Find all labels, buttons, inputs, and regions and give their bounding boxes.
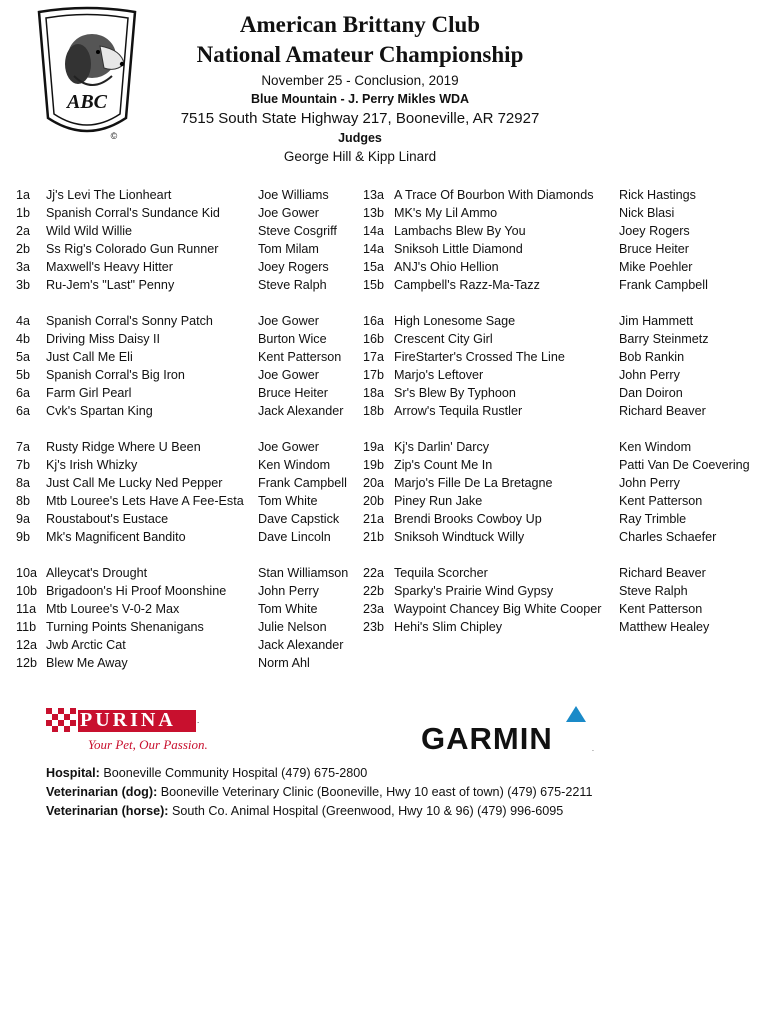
brace-number: 17a bbox=[363, 350, 385, 364]
contact-text: Booneville Community Hospital (479) 675-2800 bbox=[99, 766, 368, 780]
contact-label: Veterinarian (horse): bbox=[46, 804, 169, 818]
handler-name: Tom White bbox=[258, 602, 318, 616]
contact-vet-dog bbox=[46, 785, 592, 799]
handler-name: Stan Williamson bbox=[258, 566, 349, 580]
brace-number: 15b bbox=[363, 278, 385, 292]
dog-name: Just Call Me Lucky Ned Pepper bbox=[46, 476, 223, 490]
handler-name: Richard Beaver bbox=[619, 404, 706, 418]
dog-name: Maxwell's Heavy Hitter bbox=[46, 260, 173, 274]
brace-number: 2a bbox=[16, 224, 31, 238]
dog-name: Arrow's Tequila Rustler bbox=[394, 404, 523, 418]
brace-number: 22a bbox=[363, 566, 385, 580]
brace-number: 5b bbox=[16, 368, 31, 382]
handler-name: John Perry bbox=[619, 476, 680, 490]
brace-number: 10a bbox=[16, 566, 38, 580]
brace-number: 8b bbox=[16, 494, 31, 508]
dog-name: Mk's Magnificent Bandito bbox=[46, 530, 186, 544]
dog-name: Crescent City Girl bbox=[394, 332, 493, 346]
handler-name: Ray Trimble bbox=[619, 512, 687, 526]
brace-number: 19a bbox=[363, 440, 385, 454]
dog-name: Sniksoh Windtuck Willy bbox=[394, 530, 525, 544]
dog-name: Zip's Count Me In bbox=[394, 458, 493, 472]
brace-number: 8a bbox=[16, 476, 31, 490]
handler-name: Bruce Heiter bbox=[619, 242, 689, 256]
contact-vet-horse bbox=[46, 804, 563, 818]
dog-name: Blew Me Away bbox=[46, 656, 128, 670]
brace-number: 13a bbox=[363, 188, 385, 202]
brace-number: 20b bbox=[363, 494, 385, 508]
handler-name: Joe Gower bbox=[258, 368, 319, 382]
brace-number: 3a bbox=[16, 260, 31, 274]
event-address: 7515 South State Highway 217, Booneville, AR 72927 bbox=[180, 110, 540, 127]
brace-number: 13b bbox=[363, 206, 385, 220]
contact-label: Hospital: bbox=[46, 766, 100, 780]
handler-name: Tom White bbox=[258, 494, 318, 508]
handler-name: Kent Patterson bbox=[258, 350, 342, 364]
garmin-wordmark: GARMIN bbox=[421, 721, 553, 756]
brace-number: 5a bbox=[16, 350, 31, 364]
handler-name: Charles Schaefer bbox=[619, 530, 717, 544]
dog-name: Just Call Me Eli bbox=[46, 350, 133, 364]
handler-name: Steve Ralph bbox=[619, 584, 688, 598]
handler-name: Joey Rogers bbox=[258, 260, 329, 274]
brace-number: 1a bbox=[16, 188, 31, 202]
dog-name: Turning Points Shenanigans bbox=[46, 620, 204, 634]
dog-name: Hehi's Slim Chipley bbox=[394, 620, 503, 634]
title-line-1: American Brittany Club bbox=[239, 12, 481, 37]
brace-number: 15a bbox=[363, 260, 385, 274]
dog-name: Jwb Arctic Cat bbox=[46, 638, 126, 652]
brace-number: 10b bbox=[16, 584, 38, 598]
handler-name: Bob Rankin bbox=[619, 350, 685, 364]
handler-name: Kent Patterson bbox=[619, 602, 703, 616]
dog-name: MK's My Lil Ammo bbox=[394, 206, 498, 220]
dog-name: Ss Rig's Colorado Gun Runner bbox=[46, 242, 219, 256]
dog-name: Spanish Corral's Sundance Kid bbox=[46, 206, 220, 220]
handler-name: Richard Beaver bbox=[619, 566, 706, 580]
brace-number: 9a bbox=[16, 512, 31, 526]
handler-name: Jack Alexander bbox=[258, 404, 344, 418]
handler-name: Frank Campbell bbox=[619, 278, 708, 292]
brace-number: 16b bbox=[363, 332, 385, 346]
dog-name: A Trace Of Bourbon With Diamonds bbox=[394, 188, 594, 202]
handler-name: Barry Steinmetz bbox=[619, 332, 709, 346]
handler-name: Ken Windom bbox=[258, 458, 331, 472]
dog-name: Farm Girl Pearl bbox=[46, 386, 132, 400]
handler-name: Patti Van De Coevering bbox=[619, 458, 750, 472]
brace-number: 23a bbox=[363, 602, 385, 616]
handler-name: Dave Capstick bbox=[258, 512, 340, 526]
handler-name: Matthew Healey bbox=[619, 620, 710, 634]
handler-name: John Perry bbox=[619, 368, 680, 382]
dog-name: Sr's Blew By Typhoon bbox=[394, 386, 516, 400]
dog-name: Kj's Irish Whizky bbox=[46, 458, 138, 472]
dog-name: Sniksoh Little Diamond bbox=[394, 242, 523, 256]
handler-name: Norm Ahl bbox=[258, 656, 310, 670]
brace-number: 23b bbox=[363, 620, 385, 634]
judges-names: George Hill & Kipp Linard bbox=[283, 149, 437, 164]
contact-label: Veterinarian (dog): bbox=[46, 785, 158, 799]
dog-name: Kj's Darlin' Darcy bbox=[394, 440, 490, 454]
handler-name: Kent Patterson bbox=[619, 494, 703, 508]
brace-number: 12b bbox=[16, 656, 38, 670]
contact-text: Booneville Veterinary Clinic (Booneville, Hwy 10 east of town) (479) 675-2211 bbox=[157, 785, 593, 799]
handler-name: Frank Campbell bbox=[258, 476, 347, 490]
brace-number: 6a bbox=[16, 386, 31, 400]
dog-name: Campbell's Razz-Ma-Tazz bbox=[394, 278, 540, 292]
handler-name: Nick Blasi bbox=[619, 206, 675, 220]
brace-number: 6a bbox=[16, 404, 31, 418]
dog-name: Roustabout's Eustace bbox=[46, 512, 169, 526]
handler-name: Steve Cosgriff bbox=[258, 224, 337, 238]
brace-number: 17b bbox=[363, 368, 385, 382]
handler-name: Rick Hastings bbox=[619, 188, 696, 202]
dog-name: Jj's Levi The Lionheart bbox=[46, 188, 172, 202]
handler-name: Dan Doiron bbox=[619, 386, 683, 400]
garmin-triangle-icon bbox=[566, 706, 586, 722]
handler-name: Bruce Heiter bbox=[258, 386, 328, 400]
handler-name: Joey Rogers bbox=[619, 224, 690, 238]
dog-name: Brendi Brooks Cowboy Up bbox=[394, 512, 542, 526]
brace-number: 21b bbox=[363, 530, 385, 544]
dog-name: Tequila Scorcher bbox=[394, 566, 488, 580]
brace-number: 11b bbox=[16, 620, 37, 634]
handler-name: Dave Lincoln bbox=[258, 530, 331, 544]
dog-name: Spanish Corral's Sonny Patch bbox=[46, 314, 213, 328]
abc-logo bbox=[34, 6, 140, 148]
title-line-2: National Amateur Championship bbox=[196, 42, 524, 67]
brace-number: 21a bbox=[363, 512, 385, 526]
handler-name: Burton Wice bbox=[258, 332, 327, 346]
handler-name: Julie Nelson bbox=[258, 620, 327, 634]
brace-number: 16a bbox=[363, 314, 385, 328]
purina-wordmark: PURINA bbox=[80, 709, 176, 731]
brace-number: 18a bbox=[363, 386, 385, 400]
handler-name: Tom Milam bbox=[258, 242, 319, 256]
dog-name: Mtb Louree's V-0-2 Max bbox=[46, 602, 180, 616]
brace-number: 19b bbox=[363, 458, 385, 472]
dog-name: FireStarter's Crossed The Line bbox=[394, 350, 565, 364]
brace-number: 1b bbox=[16, 206, 31, 220]
dog-name: Cvk's Spartan King bbox=[46, 404, 153, 418]
event-venue: Blue Mountain - J. Perry Mikles WDA bbox=[250, 92, 470, 106]
dog-name: Marjo's Fille De La Bretagne bbox=[394, 476, 553, 490]
handler-name: Joe Gower bbox=[258, 206, 319, 220]
logo-letters: ABC bbox=[66, 91, 108, 113]
handler-name: Steve Ralph bbox=[258, 278, 327, 292]
brace-number: 14a bbox=[363, 242, 385, 256]
brace-number: 18b bbox=[363, 404, 385, 418]
brace-number: 4a bbox=[16, 314, 31, 328]
handler-name: Joe Gower bbox=[258, 440, 319, 454]
handler-name: Jack Alexander bbox=[258, 638, 344, 652]
handler-name: John Perry bbox=[258, 584, 319, 598]
dog-name: Brigadoon's Hi Proof Moonshine bbox=[46, 584, 227, 598]
brace-number: 22b bbox=[363, 584, 385, 598]
purina-tagline: Your Pet, Our Passion. bbox=[88, 737, 208, 752]
garmin-reg: . bbox=[592, 746, 594, 753]
brace-number: 20a bbox=[363, 476, 385, 490]
brace-number: 7b bbox=[16, 458, 31, 472]
dog-name: Lambachs Blew By You bbox=[394, 224, 526, 238]
dog-name: Alleycat's Drought bbox=[46, 566, 148, 580]
handler-name: Joe Williams bbox=[258, 188, 329, 202]
brace-number: 9b bbox=[16, 530, 31, 544]
brace-number: 11a bbox=[16, 602, 37, 616]
brace-number: 4b bbox=[16, 332, 31, 346]
dog-name: Piney Run Jake bbox=[394, 494, 483, 508]
dog-name: ANJ's Ohio Hellion bbox=[394, 260, 499, 274]
dog-name: High Lonesome Sage bbox=[394, 314, 516, 328]
contact-hospital bbox=[46, 766, 367, 780]
dog-name: Sparky's Prairie Wind Gypsy bbox=[394, 584, 554, 598]
handler-name: Jim Hammett bbox=[619, 314, 694, 328]
brace-number: 12a bbox=[16, 638, 38, 652]
handler-name: Ken Windom bbox=[619, 440, 692, 454]
brace-number: 2b bbox=[16, 242, 31, 256]
contact-text: South Co. Animal Hospital (Greenwood, Hwy 10 & 96) (479) 996-6095 bbox=[168, 804, 564, 818]
dog-name: Marjo's Leftover bbox=[394, 368, 484, 382]
dog-name: Waypoint Chancey Big White Cooper bbox=[394, 602, 602, 616]
dog-name: Mtb Louree's Lets Have A Fee-Esta bbox=[46, 494, 244, 508]
dog-name: Rusty Ridge Where U Been bbox=[46, 440, 201, 454]
brace-number: 7a bbox=[16, 440, 31, 454]
dog-name: Driving Miss Daisy II bbox=[46, 332, 161, 346]
brace-number: 14a bbox=[363, 224, 385, 238]
dog-name: Spanish Corral's Big Iron bbox=[46, 368, 185, 382]
event-dates: November 25 - Conclusion, 2019 bbox=[261, 73, 459, 88]
handler-name: Joe Gower bbox=[258, 314, 319, 328]
dog-name: Ru-Jem's "Last" Penny bbox=[46, 278, 175, 292]
handler-name: Mike Poehler bbox=[619, 260, 693, 274]
dog-name: Wild Wild Willie bbox=[46, 224, 133, 238]
logo-copyright: © bbox=[110, 131, 118, 141]
judges-label: Judges bbox=[338, 131, 382, 145]
purina-reg: . bbox=[197, 716, 200, 725]
brace-number: 3b bbox=[16, 278, 31, 292]
